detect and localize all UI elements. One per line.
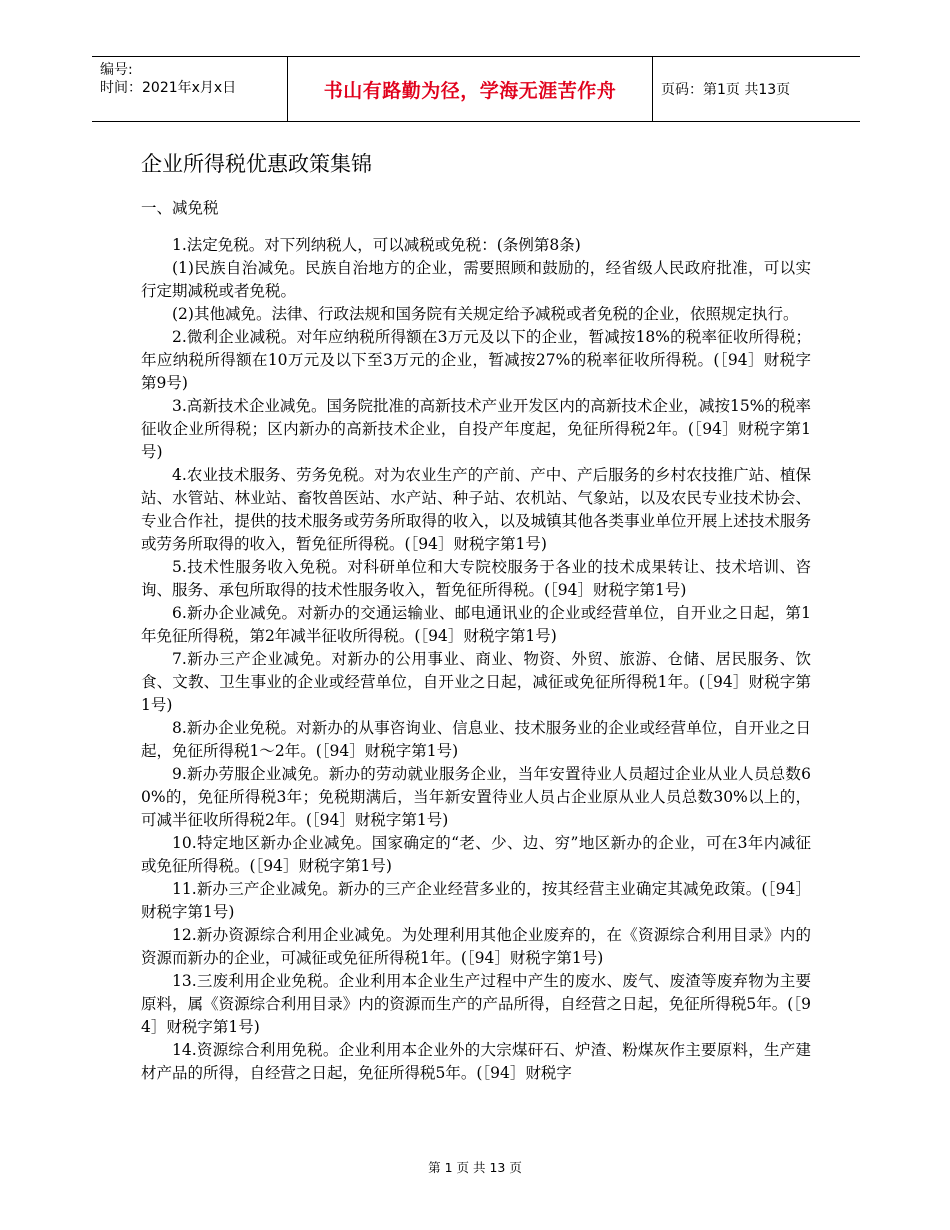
paragraph: 11.新办三产企业减免。新办的三产企业经营多业的，按其经营主业确定其减免政策。(［94］财税字第1号) bbox=[141, 880, 811, 921]
section-heading: 一、减免税 bbox=[141, 199, 219, 217]
paragraph: 14.资源综合利用免税。企业利用本企业外的大宗煤矸石、炉渣、粉煤灰作主要原料，生产建材产品的所得，自经营之日起，免征所得税5年。(［94］财税字 bbox=[141, 1041, 811, 1082]
document-body bbox=[141, 234, 811, 1085]
paragraph: 13.三废利用企业免税。企业利用本企业生产过程中产生的废水、废气、废渣等废弃物为主要原料，属《资源综合利用目录》内的资源而生产的产品所得，自经营之日起，免征所得税5年。(［94］财税字第1号) bbox=[141, 972, 811, 1036]
document-time-label: 时间：2021年x月x日 bbox=[100, 80, 237, 96]
paragraph: 7.新办三产企业减免。对新办的公用事业、商业、物资、外贸、旅游、仓储、居民服务、饮食、文教、卫生事业的企业或经营单位，自开业之日起，减征或免征所得税1年。(［94］财税字第1号) bbox=[141, 650, 811, 714]
paragraph: 4.农业技术服务、劳务免税。对为农业生产的产前、产中、产后服务的乡村农技推广站、植保站、水管站、林业站、畜牧兽医站、水产站、种子站、农机站、气象站，以及农民专业技术协会、专业合作社，提供的技术服务或劳务所取得的收入，以及城镇其他各类事业单位开展上述技术服务或劳务所取得的收入，暂免征所得税。(［94］财税字第1号) bbox=[141, 466, 811, 553]
document-header bbox=[92, 56, 860, 122]
page-footer: 第 1 页 共 13 页 bbox=[428, 1160, 522, 1175]
header-meta bbox=[92, 57, 287, 121]
document-number-label: 编号: bbox=[100, 62, 133, 78]
paragraph: 12.新办资源综合利用企业减免。为处理利用其他企业废弃的，在《资源综合利用目录》内的资源而新办的企业，可减征或免征所得税1年。(［94］财税字第1号) bbox=[141, 926, 811, 967]
paragraph: 9.新办劳服企业减免。新办的劳动就业服务企业，当年安置待业人员超过企业从业人员总数60%的，免征所得税3年；免税期满后，当年新安置待业人员占企业原从业人员总数30%以上的，可减半征收所得税2年。(［94］财税字第1号) bbox=[141, 765, 811, 829]
paragraph: 3.高新技术企业减免。国务院批准的高新技术产业开发区内的高新技术企业，减按15%的税率征收企业所得税；区内新办的高新技术企业，自投产年度起，免征所得税2年。(［94］财税字第1号) bbox=[141, 397, 811, 461]
paragraph: 2.微利企业减税。对年应纳税所得额在3万元及以下的企业，暂减按18%的税率征收所得税；年应纳税所得额在10万元及以下至3万元的企业，暂减按27%的税率征收所得税。(［94］财税字第9号) bbox=[141, 328, 811, 392]
paragraph: (2)其他减免。法律、行政法规和国务院有关规定给予减税或者免税的企业，依照规定执行。 bbox=[172, 305, 799, 323]
paragraph: 8.新办企业免税。对新办的从事咨询业、信息业、技术服务业的企业或经营单位，自开业之日起，免征所得税1～2年。(［94］财税字第1号) bbox=[141, 719, 811, 760]
paragraph: 5.技术性服务收入免税。对科研单位和大专院校服务于各业的技术成果转让、技术培训、咨询、服务、承包所取得的技术性服务收入，暂免征所得税。(［94］财税字第1号) bbox=[141, 558, 811, 599]
header-motto-cell bbox=[287, 57, 653, 121]
header-motto: 书山有路勤为径，学海无涯苦作舟 bbox=[323, 79, 617, 102]
header-page-info-cell bbox=[653, 57, 860, 121]
header-page-info: 页码：第1页 共13页 bbox=[661, 82, 791, 98]
paragraph: 6.新办企业减免。对新办的交通运输业、邮电通讯业的企业或经营单位，自开业之日起，第1年免征所得税，第2年减半征收所得税。(［94］财税字第1号) bbox=[141, 604, 811, 645]
paragraph: (1)民族自治减免。民族自治地方的企业，需要照顾和鼓励的，经省级人民政府批准，可以实行定期减税或者免税。 bbox=[141, 259, 811, 300]
paragraph: 1.法定免税。对下列纳税人，可以减税或免税：(条例第8条) bbox=[172, 236, 581, 254]
paragraph: 10.特定地区新办企业减免。国家确定的“老、少、边、穷”地区新办的企业，可在3年内减征或免征所得税。(［94］财税字第1号) bbox=[141, 834, 811, 875]
document-title: 企业所得税优惠政策集锦 bbox=[141, 152, 372, 176]
